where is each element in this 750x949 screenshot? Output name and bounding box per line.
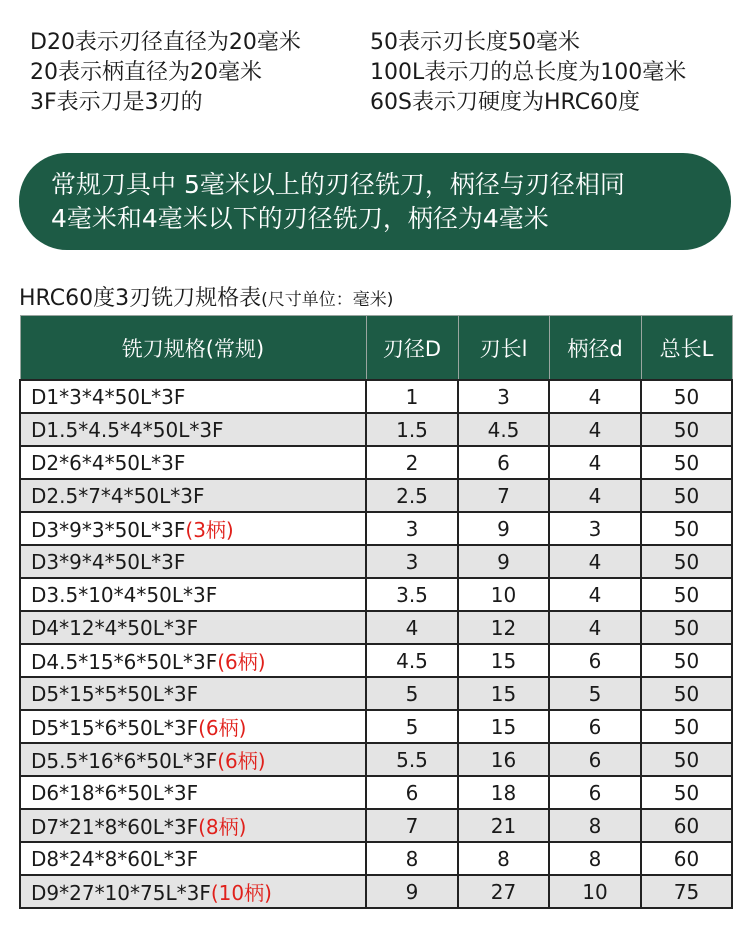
cell-blade-diameter: 5 (366, 710, 458, 743)
spec-text: D6*18*6*50L*3F (31, 780, 199, 805)
cell-total-length: 75 (641, 875, 732, 908)
cell-spec (20, 644, 366, 677)
table-row (20, 512, 732, 545)
cell-blade-length: 15 (458, 644, 549, 677)
spec-text: D3.5*10*4*50L*3F (31, 582, 218, 607)
cell-shank-diameter: 4 (549, 545, 641, 578)
cell-blade-diameter: 1.5 (366, 413, 458, 446)
cell-total-length: 60 (641, 842, 732, 875)
cell-total-length: 50 (641, 446, 732, 479)
table-row (20, 842, 732, 875)
cell-shank-diameter: 10 (549, 875, 641, 908)
spec-text: D9*27*10*75L*3F (31, 881, 211, 905)
cell-blade-diameter: 5 (366, 677, 458, 710)
cell-total-length: 50 (641, 776, 732, 809)
cell-total-length: 50 (641, 545, 732, 578)
legend-flutes: 3F表示刀是3刃的 (30, 90, 203, 115)
table-title-main: HRC60度3刃铣刀规格表 (19, 286, 262, 311)
table-row (20, 809, 732, 842)
cell-blade-length: 10 (458, 578, 549, 611)
cell-spec (20, 578, 366, 611)
cell-blade-length: 18 (458, 776, 549, 809)
cell-shank-diameter: 4 (549, 578, 641, 611)
table-title-unit: (尺寸单位：毫米) (261, 290, 394, 310)
cell-spec (20, 545, 366, 578)
cell-blade-diameter: 1 (366, 380, 458, 413)
spec-table (19, 315, 733, 909)
legend (30, 28, 730, 118)
cell-total-length: 50 (641, 743, 732, 776)
cell-spec (20, 380, 366, 413)
cell-shank-diameter: 4 (549, 446, 641, 479)
cell-blade-diameter: 3 (366, 512, 458, 545)
cell-shank-diameter: 6 (549, 710, 641, 743)
cell-total-length: 50 (641, 677, 732, 710)
cell-total-length: 50 (641, 710, 732, 743)
header-shank-diameter: 柄径d (549, 316, 641, 381)
cell-total-length: 50 (641, 644, 732, 677)
cell-blade-diameter: 8 (366, 842, 458, 875)
spec-text: D5*15*5*50L*3F (31, 681, 199, 706)
cell-blade-diameter: 2.5 (366, 479, 458, 512)
legend-shank-diameter: 20表示柄直径为20毫米 (30, 60, 262, 85)
cell-blade-length: 9 (458, 512, 549, 545)
legend-row (30, 28, 730, 58)
cell-shank-diameter: 4 (549, 611, 641, 644)
cell-blade-length: 21 (458, 809, 549, 842)
cell-total-length: 60 (641, 809, 732, 842)
cell-shank-diameter: 3 (549, 512, 641, 545)
spec-text: D4*12*4*50L*3F (31, 615, 199, 640)
table-row (20, 875, 732, 908)
spec-text: D3*9*3*50L*3F (31, 518, 186, 542)
cell-total-length: 50 (641, 413, 732, 446)
spec-text: D5*15*6*50L*3F (31, 716, 199, 740)
cell-spec (20, 611, 366, 644)
cell-blade-length: 16 (458, 743, 549, 776)
cell-blade-length: 27 (458, 875, 549, 908)
cell-spec (20, 710, 366, 743)
cell-shank-diameter: 4 (549, 380, 641, 413)
cell-blade-length: 4.5 (458, 413, 549, 446)
cell-blade-length: 15 (458, 710, 549, 743)
cell-blade-diameter: 3.5 (366, 578, 458, 611)
cell-blade-diameter: 4.5 (366, 644, 458, 677)
shank-note: (10柄) (210, 881, 272, 905)
cell-blade-diameter: 3 (366, 545, 458, 578)
shank-note: (3柄) (185, 518, 234, 542)
shank-note: (6柄) (198, 716, 247, 740)
spec-text: D1.5*4.5*4*50L*3F (31, 417, 224, 442)
cell-shank-diameter: 5 (549, 677, 641, 710)
cell-shank-diameter: 6 (549, 776, 641, 809)
spec-text: D5.5*16*6*50L*3F (31, 749, 218, 773)
legend-row (30, 58, 730, 88)
table-title (19, 285, 393, 314)
cell-spec (20, 809, 366, 842)
legend-row (30, 88, 730, 118)
table-row (20, 479, 732, 512)
shank-note: (6柄) (217, 650, 266, 674)
cell-blade-diameter: 5.5 (366, 743, 458, 776)
cell-blade-length: 12 (458, 611, 549, 644)
cell-spec (20, 743, 366, 776)
table-row (20, 446, 732, 479)
cell-blade-length: 3 (458, 380, 549, 413)
cell-total-length: 50 (641, 578, 732, 611)
table-row (20, 644, 732, 677)
legend-blade-length: 50表示刃长度50毫米 (370, 30, 580, 55)
table-row (20, 611, 732, 644)
table-row (20, 776, 732, 809)
cell-blade-length: 9 (458, 545, 549, 578)
shank-note: (8柄) (198, 815, 247, 839)
table-row (20, 578, 732, 611)
cell-blade-diameter: 4 (366, 611, 458, 644)
table-header-row (20, 316, 732, 381)
spec-text: D4.5*15*6*50L*3F (31, 650, 218, 674)
banner-line-1: 常规刀具中 5毫米以上的刃径铣刀，柄径与刃径相同 (51, 170, 625, 199)
legend-hardness: 60S表示刀硬度为HRC60度 (370, 90, 641, 115)
cell-shank-diameter: 4 (549, 479, 641, 512)
cell-shank-diameter: 8 (549, 842, 641, 875)
cell-blade-diameter: 7 (366, 809, 458, 842)
cell-spec (20, 413, 366, 446)
cell-shank-diameter: 8 (549, 809, 641, 842)
spec-text: D8*24*8*60L*3F (31, 846, 199, 871)
cell-shank-diameter: 6 (549, 743, 641, 776)
table-row (20, 545, 732, 578)
cell-total-length: 50 (641, 479, 732, 512)
legend-total-length: 100L表示刀的总长度为100毫米 (370, 60, 687, 85)
cell-shank-diameter: 6 (549, 644, 641, 677)
header-spec: 铣刀规格(常规) (20, 316, 366, 381)
cell-blade-diameter: 2 (366, 446, 458, 479)
spec-text: D2*6*4*50L*3F (31, 450, 186, 475)
cell-blade-length: 6 (458, 446, 549, 479)
cell-blade-diameter: 9 (366, 875, 458, 908)
cell-blade-length: 15 (458, 677, 549, 710)
cell-shank-diameter: 4 (549, 413, 641, 446)
header-blade-diameter: 刃径D (366, 316, 458, 381)
cell-spec (20, 479, 366, 512)
cell-total-length: 50 (641, 611, 732, 644)
shank-note: (6柄) (217, 749, 266, 773)
info-banner (19, 153, 731, 250)
cell-blade-diameter: 6 (366, 776, 458, 809)
cell-spec (20, 776, 366, 809)
cell-spec (20, 677, 366, 710)
header-total-length: 总长L (641, 316, 732, 381)
legend-blade-diameter: D20表示刃径直径为20毫米 (30, 30, 301, 55)
cell-blade-length: 7 (458, 479, 549, 512)
cell-blade-length: 8 (458, 842, 549, 875)
cell-spec (20, 512, 366, 545)
table-row (20, 380, 732, 413)
spec-text: D7*21*8*60L*3F (31, 815, 199, 839)
table-row (20, 743, 732, 776)
table-row (20, 710, 732, 743)
header-blade-length: 刃长l (458, 316, 549, 381)
cell-spec (20, 875, 366, 908)
cell-total-length: 50 (641, 380, 732, 413)
banner-line-2: 4毫米和4毫米以下的刃径铣刀，柄径为4毫米 (51, 204, 549, 233)
table-row (20, 413, 732, 446)
cell-total-length: 50 (641, 512, 732, 545)
spec-text: D2.5*7*4*50L*3F (31, 483, 205, 508)
table-row (20, 677, 732, 710)
spec-text: D3*9*4*50L*3F (31, 549, 186, 574)
spec-text: D1*3*4*50L*3F (31, 384, 186, 409)
cell-spec (20, 446, 366, 479)
cell-spec (20, 842, 366, 875)
